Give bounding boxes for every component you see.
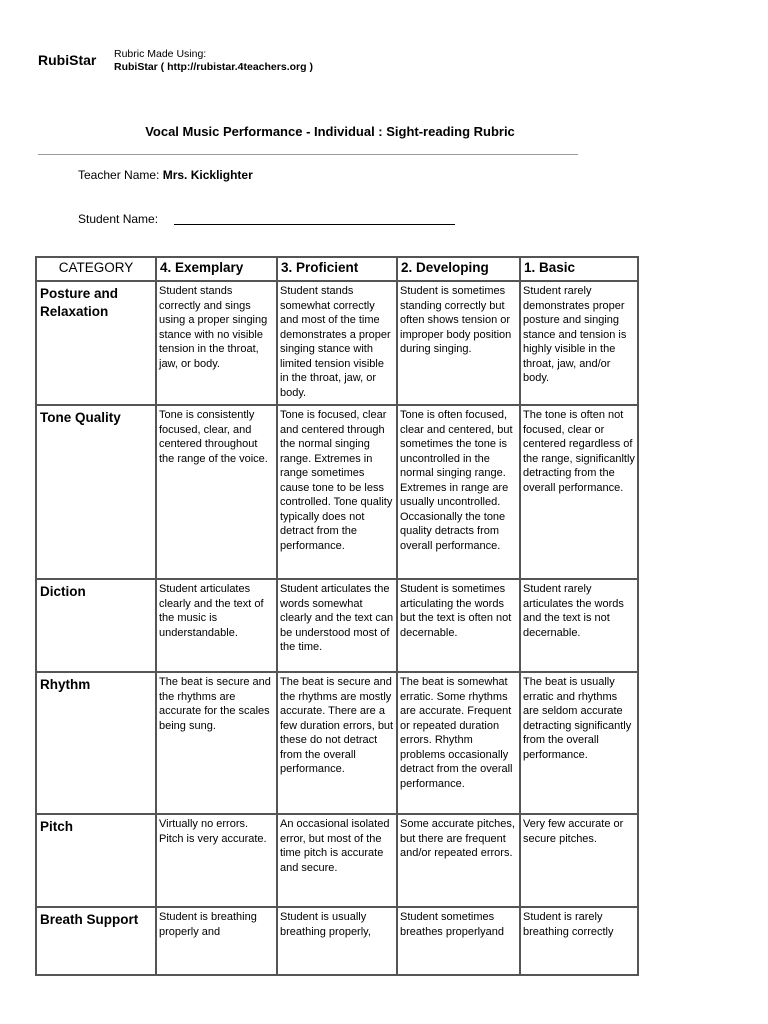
student-name-label: Student Name: (78, 212, 159, 226)
criteria-cell: An occasional isolated error, but most of the time pitch is accurate and secure. (277, 814, 397, 907)
criteria-cell: Student sometimes breathes properlyand (397, 907, 520, 975)
teacher-name-value: Mrs. Kicklighter (162, 168, 253, 182)
header-exemplary: 4. Exemplary (156, 257, 277, 281)
criteria-cell: Tone is focused, clear and centered through the normal singing range. Extremes in range sometimes cause tone to be less controlled. Tone quality typically does not detract from the performance. (277, 405, 397, 579)
criteria-cell: Student is sometimes articulating the words but the text is often not decernable. (397, 579, 520, 672)
criteria-cell: The tone is often not focused, clear or centered regardless of the range, significanltly detracting from the overall performance. (520, 405, 638, 579)
table-row (36, 907, 638, 975)
table-row (36, 814, 638, 907)
criteria-cell: Tone is consistently focused, clear, and centered throughout the range of the voice. (156, 405, 277, 579)
student-name-blank (174, 224, 455, 225)
page-title: Vocal Music Performance - Individual : Sight-reading Rubric (145, 124, 515, 139)
criteria-cell: Student is rarely breathing correctly (520, 907, 638, 975)
header-category: CATEGORY (36, 257, 156, 281)
criteria-cell: Student articulates clearly and the text of the music is understandable. (156, 579, 277, 672)
table-row (36, 672, 638, 814)
table-row (36, 579, 638, 672)
criteria-cell: Student articulates the words somewhat clearly and the text can be understood most of the time. (277, 579, 397, 672)
rubistar-link[interactable]: RubiStar ( http://rubistar.4teachers.org ) (114, 61, 313, 73)
category-cell: Posture and Relaxation (36, 281, 156, 405)
criteria-cell: Student is breathing properly and (156, 907, 277, 975)
criteria-cell: Student is usually breathing properly, (277, 907, 397, 975)
criteria-cell: Student is sometimes standing correctly but often shows tension or improper body position during singing. (397, 281, 520, 405)
teacher-name-label: Teacher Name: (78, 168, 160, 182)
rubric-table (35, 256, 639, 976)
criteria-cell: Student stands somewhat correctly and most of the time demonstrates a proper singing stance with limited tension visible in the throat, jaw, or body. (277, 281, 397, 405)
criteria-cell: The beat is secure and the rhythms are mostly accurate. There are a few duration errors, but these do not detract from the overall performance. (277, 672, 397, 814)
title-divider (38, 154, 578, 155)
criteria-cell: Student stands correctly and sings using a proper singing stance with no visible tension in the throat, jaw, or body. (156, 281, 277, 405)
criteria-cell: Some accurate pitches, but there are frequent and/or repeated errors. (397, 814, 520, 907)
made-using-note (114, 48, 313, 74)
criteria-cell: Student rarely demonstrates proper posture and singing stance and tension is highly visible in the throat, jaw, and/or body. (520, 281, 638, 405)
criteria-cell: Very few accurate or secure pitches. (520, 814, 638, 907)
category-cell: Diction (36, 579, 156, 672)
header-basic: 1. Basic (520, 257, 638, 281)
category-cell: Tone Quality (36, 405, 156, 579)
criteria-cell: The beat is usually erratic and rhythms are seldom accurate detracting significantly from the overall performance. (520, 672, 638, 814)
criteria-cell: The beat is somewhat erratic. Some rhythms are accurate. Frequent or repeated duration errors. Rhythm problems occasionally detract from the overall performance. (397, 672, 520, 814)
table-row (36, 281, 638, 405)
criteria-cell: Virtually no errors. Pitch is very accurate. (156, 814, 277, 907)
category-cell: Breath Support (36, 907, 156, 975)
brand-name: RubiStar (38, 52, 97, 68)
category-cell: Rhythm (36, 672, 156, 814)
criteria-cell: The beat is secure and the rhythms are accurate for the scales being sung. (156, 672, 277, 814)
table-row (36, 405, 638, 579)
criteria-cell: Tone is often focused, clear and centered, but sometimes the tone is uncontrolled in the normal singing range. Extremes in range are usually uncontrolled. Occasionally the tone quality detracts from overall performance. (397, 405, 520, 579)
category-cell: Pitch (36, 814, 156, 907)
teacher-name-field (78, 168, 253, 182)
header-proficient: 3. Proficient (277, 257, 397, 281)
criteria-cell: Student rarely articulates the words and the text is not decernable. (520, 579, 638, 672)
student-name-field (78, 212, 158, 226)
header-developing: 2. Developing (397, 257, 520, 281)
made-using-label: Rubric Made Using: (114, 48, 207, 60)
header-row (36, 257, 638, 281)
